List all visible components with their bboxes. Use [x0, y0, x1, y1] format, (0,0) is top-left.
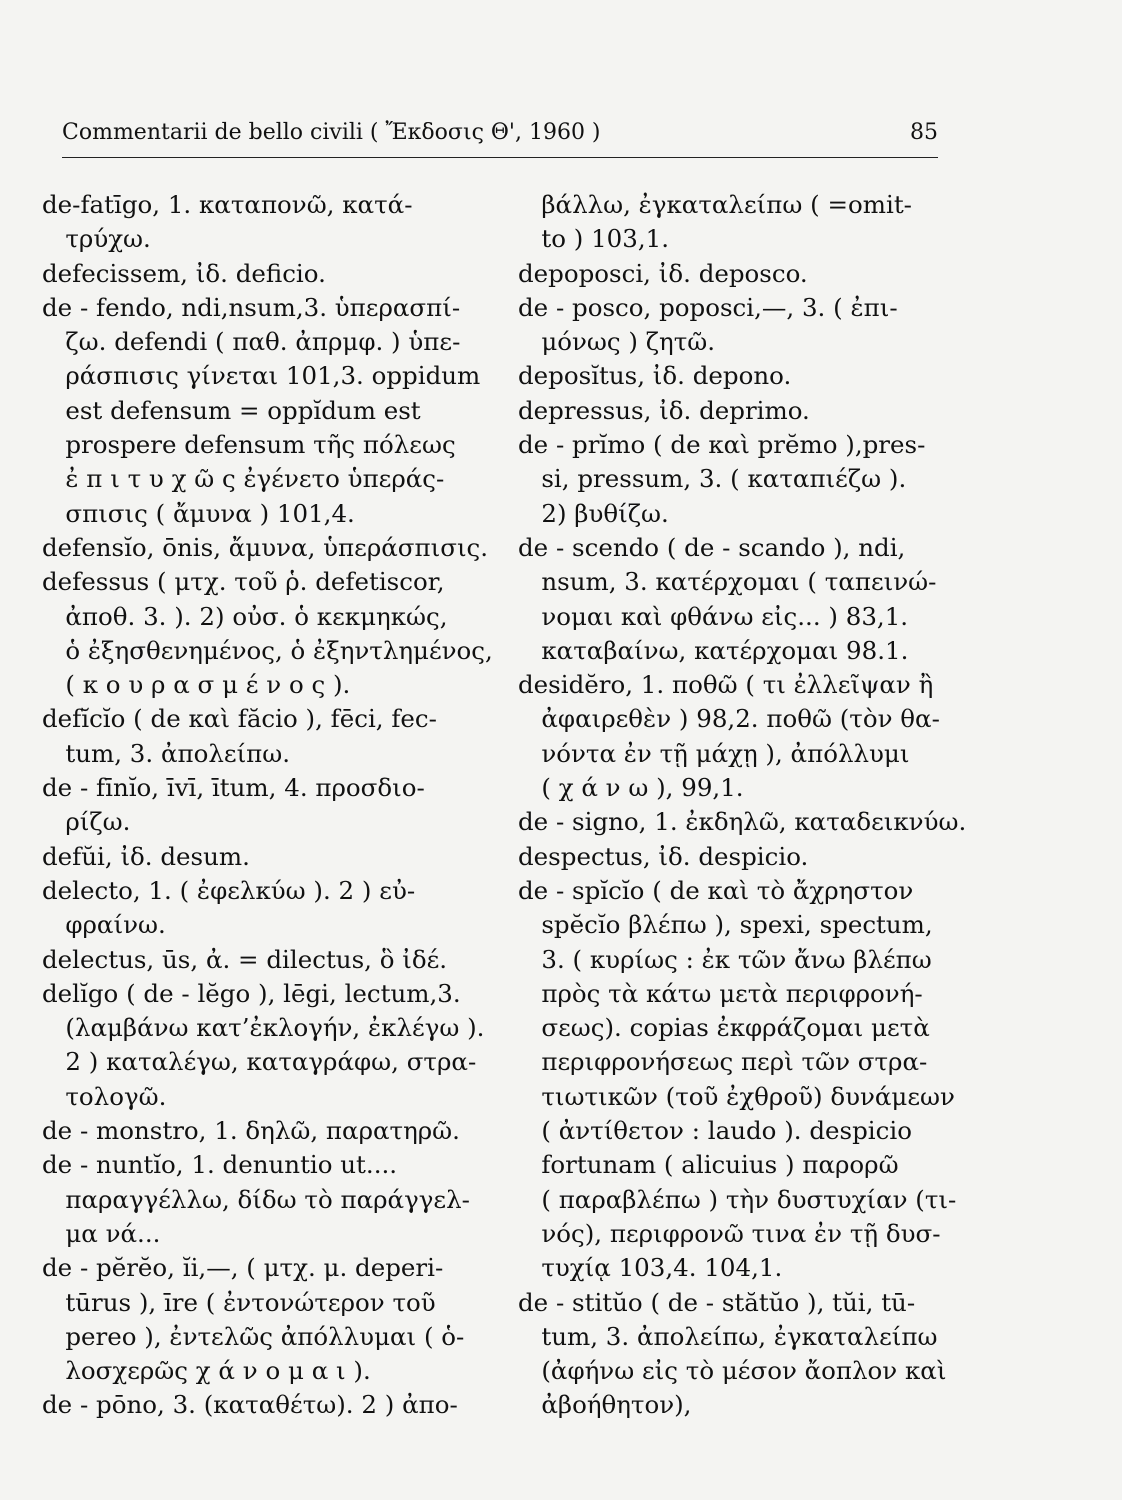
header-title: Commentarii de bello civili ( Ἔκδοσις Θ', 1960 )	[62, 120, 601, 145]
dictionary-line: ἀποθ. 3. ). 2) οὐσ. ὁ κεκμηκώς,	[42, 601, 448, 631]
dictionary-line: deposĭtus, ἰδ. depono.	[518, 361, 792, 391]
dictionary-line: ράσπισις γίνεται 101,3. oppidum	[42, 361, 481, 391]
dictionary-line: defŭi, ἰδ. desum.	[42, 841, 250, 871]
page-number: 85	[910, 120, 938, 145]
dictionary-line: de - pĕrĕo, ĭi,—, ( μτχ. μ. deperi-	[42, 1253, 444, 1283]
dictionary-line: de - spĭcĭo ( de καὶ τὸ ἄχρηστον	[518, 875, 914, 905]
dictionary-line: καταβαίνω, κατέρχομαι 98.1.	[518, 635, 909, 665]
dictionary-line: μόνως ) ζητῶ.	[518, 327, 716, 357]
dictionary-line: depoposci, ἰδ. deposco.	[518, 258, 808, 288]
left-column	[42, 188, 493, 1423]
dictionary-line: depressus, ἰδ. deprimo.	[518, 395, 810, 425]
dictionary-line: tum, 3. ἀπολείπω.	[42, 738, 291, 768]
dictionary-line: ( κ ο υ ρ α σ μ έ ν ο ς ).	[42, 670, 351, 700]
dictionary-line: de - scendo ( de - scando ), ndi,	[518, 532, 906, 562]
dictionary-line: σπισις ( ἄμυνα ) 101,4.	[42, 498, 355, 528]
dictionary-line: de - signo, 1. ἐκδηλῶ, καταδεικνύω.	[518, 807, 967, 837]
right-column	[518, 188, 967, 1423]
dictionary-line: tūrus ), īre ( ἐντονώτερον τοῦ	[42, 1287, 436, 1317]
dictionary-line: βάλλω, ἐγκαταλείπω ( =omit-	[518, 190, 912, 219]
dictionary-line: de - posco, poposci,—, 3. ( ἐπι-	[518, 292, 898, 322]
dictionary-line: τυχίᾳ 103,4. 104,1.	[518, 1253, 783, 1283]
dictionary-line: prospere defensum τῆς πόλεως	[42, 430, 456, 460]
dictionary-line: νομαι καὶ φθάνω εἰς... ) 83,1.	[518, 601, 909, 631]
dictionary-line: λοσχερῶς χ ά ν ο μ α ι ).	[42, 1356, 371, 1386]
dictionary-line: τιωτικῶν (τοῦ ἐχθροῦ) δυνάμεων	[518, 1081, 955, 1111]
dictionary-line: spĕcĭo βλέπω ), spexi, spectum,	[518, 910, 933, 940]
dictionary-line: desidĕro, 1. ποθῶ ( τι ἐλλεῖψαν ἢ	[518, 670, 934, 700]
dictionary-line: de - prĭmo ( de καὶ prĕmo ),pres-	[518, 430, 926, 460]
dictionary-line: delecto, 1. ( ἐφελκύω ). 2 ) εὐ-	[42, 875, 416, 905]
dictionary-line: nsum, 3. κατέρχομαι ( ταπεινώ-	[518, 567, 937, 597]
dictionary-line: despectus, ἰδ. despicio.	[518, 841, 809, 871]
dictionary-line: ζω. defendi ( παθ. ἀπρμφ. ) ὑπε-	[42, 327, 461, 357]
dictionary-line: fortunam ( alicuius ) παρορῶ	[518, 1150, 899, 1180]
dictionary-line: si, pressum, 3. ( καταπιέζω ).	[518, 464, 907, 494]
dictionary-line: περιφρονήσεως περὶ τῶν στρα-	[518, 1047, 928, 1077]
dictionary-line: (λαμβάνω κατ’ἐκλογήν, ἐκλέγω ).	[42, 1013, 485, 1043]
dictionary-line: ( παραβλέπω ) τὴν δυστυχίαν (τι-	[518, 1184, 957, 1214]
dictionary-line: 3. ( κυρίως : ἐκ τῶν ἄνω βλέπω	[518, 944, 932, 974]
dictionary-line: de - nuntĭo, 1. denuntio ut....	[42, 1150, 398, 1180]
dictionary-line: tum, 3. ἀπολείπω, ἐγκαταλείπω	[518, 1321, 938, 1351]
dictionary-line: νόντα ἐν τῇ μάχῃ ), ἀπόλλυμι	[518, 738, 910, 768]
dictionary-line: 2 ) καταλέγω, καταγράφω, στρα-	[42, 1047, 477, 1077]
dictionary-line: φραίνω.	[42, 910, 166, 940]
dictionary-line: to ) 103,1.	[518, 224, 670, 254]
dictionary-line: de - monstro, 1. δηλῶ, παρατηρῶ.	[42, 1116, 460, 1146]
dictionary-line: delĭgo ( de - lĕgo ), lēgi, lectum,3.	[42, 978, 461, 1008]
header-rule	[62, 157, 938, 158]
dictionary-line: παραγγέλλω, δίδω τὸ παράγγελ-	[42, 1184, 470, 1214]
dictionary-line: delectus, ūs, ἀ. = dilectus, ὃ ἰδέ.	[42, 944, 448, 974]
dictionary-line: de - pōno, 3. (καταθέτω). 2 ) ἀπο-	[42, 1390, 458, 1420]
dictionary-line: ρίζω.	[42, 807, 131, 837]
dictionary-line: defessus ( μτχ. τοῦ ῥ. defetiscor,	[42, 567, 445, 597]
dictionary-line: ( ἀντίθετον : laudo ). despicio	[518, 1116, 912, 1146]
dictionary-line: τρύχω.	[42, 224, 151, 254]
dictionary-line: est defensum = oppĭdum est	[42, 395, 421, 425]
dictionary-line: pereo ), ἐντελῶς ἀπόλλυμαι ( ὁ-	[42, 1321, 465, 1351]
dictionary-line: ἐ π ι τ υ χ ῶ ς ἐγένετο ὑπεράς-	[42, 464, 445, 494]
dictionary-line: πρὸς τὰ κάτω μετὰ περιφρονή-	[518, 978, 923, 1008]
dictionary-line: de - fīnĭo, īvī, ītum, 4. προσδιο-	[42, 773, 425, 803]
dictionary-line: 2) βυθίζω.	[518, 498, 669, 528]
dictionary-line: ἀφαιρεθὲν ) 98,2. ποθῶ (τὸν θα-	[518, 704, 940, 734]
dictionary-line: τολογῶ.	[42, 1081, 167, 1111]
dictionary-line: (ἀφήνω εἰς τὸ μέσον ἄοπλον καὶ	[518, 1356, 947, 1386]
dictionary-line: de - stitŭo ( de - stătŭo ), tŭi, tū-	[518, 1287, 916, 1317]
dictionary-line: ὁ ἐξησθενημένος, ὁ ἐξηντλημένος,	[42, 635, 493, 665]
dictionary-line: μα νά...	[42, 1218, 161, 1248]
dictionary-line: defecissem, ἰδ. deficio.	[42, 258, 326, 288]
dictionary-line: defĭcĭo ( de καὶ făcio ), fēci, fec-	[42, 704, 437, 734]
dictionary-line: νός), περιφρονῶ τινα ἐν τῇ δυσ-	[518, 1218, 941, 1248]
dictionary-line: ἀβοήθητον),	[518, 1390, 692, 1420]
dictionary-line: defensĭo, ōnis, ἄμυνα, ὑπεράσπισις.	[42, 532, 489, 562]
dictionary-line: de-fatīgo, 1. καταπονῶ, κατά-	[42, 190, 413, 219]
dictionary-line: de - fendo, ndi,nsum,3. ὑπερασπί-	[42, 292, 461, 322]
dictionary-line: ( χ ά ν ω ), 99,1.	[518, 773, 744, 803]
dictionary-line: σεως). copias ἐκφράζομαι μετὰ	[518, 1013, 930, 1043]
